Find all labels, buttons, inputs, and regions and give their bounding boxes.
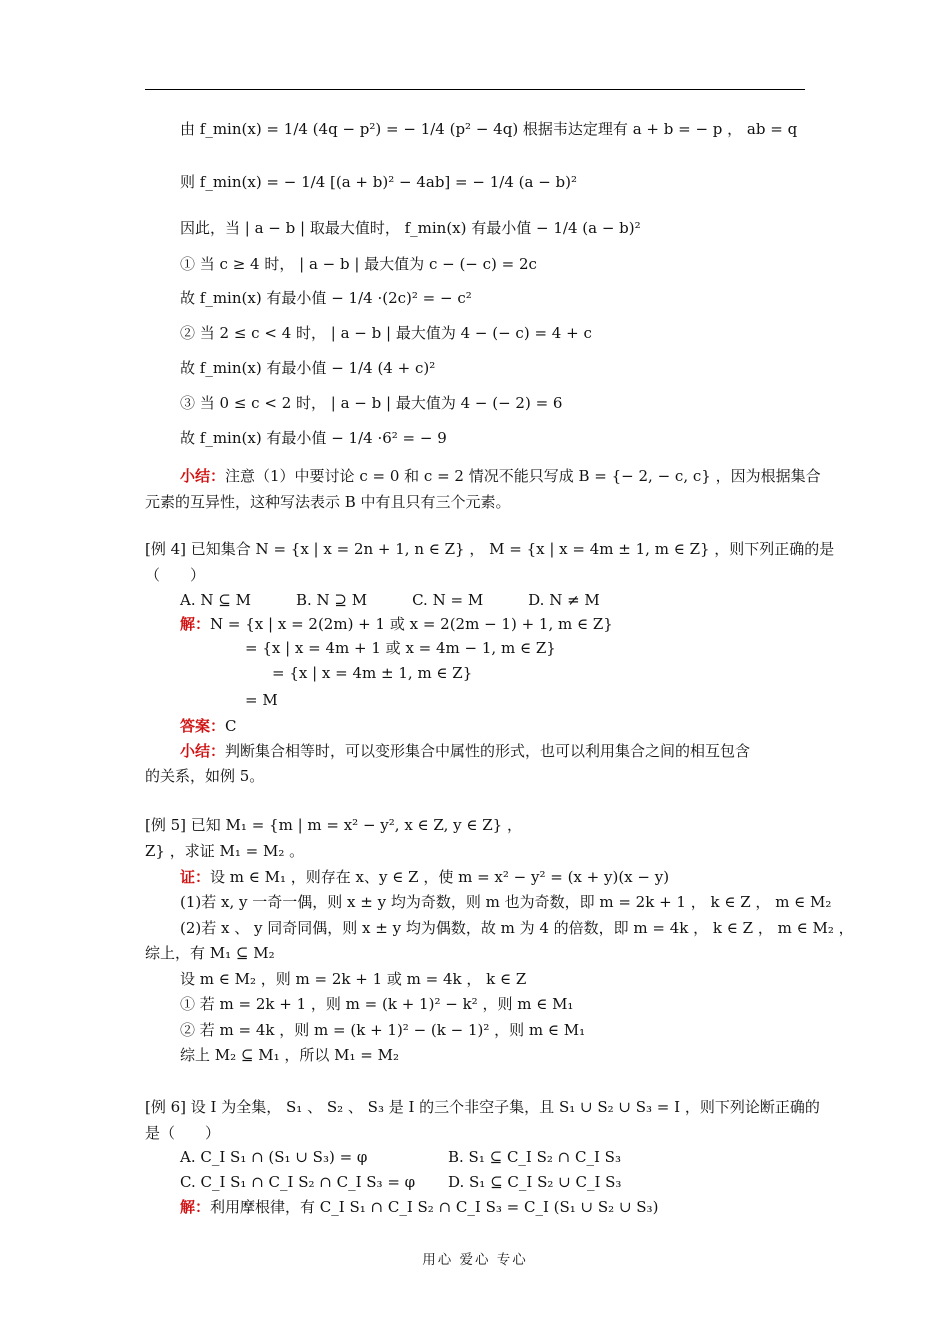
text-line (180, 993, 573, 1015)
line-text: = M (245, 691, 278, 709)
text-line (448, 1171, 621, 1193)
text-line (180, 891, 831, 913)
text-line (145, 814, 522, 836)
line-text: ② 当 2 ≤ c < 4 时， | a − b | 最大值为 4 − (− c) = 4 + c (180, 324, 592, 342)
text-line (145, 765, 264, 787)
line-text: N = {x | x = 2(2m) + 1 或 x = 2(2m − 1) + 1, m ∈ Z} (210, 615, 613, 633)
line-text: ① 当 c ≥ 4 时， | a − b | 最大值为 c − (− c) = 2c (180, 255, 537, 273)
highlight-label: 解： (180, 615, 211, 633)
line-text: 综上，有 M₁ ⊆ M₂ (145, 944, 275, 962)
line-text: （ ） (145, 566, 206, 584)
line-text: (2)若 x 、 y 同奇同偶，则 x ± y 均为偶数，故 m 为 4 的倍数，即 m = 4k ， k ∈ Z ， m ∈ M₂ ， (180, 919, 854, 937)
text-line (180, 287, 472, 309)
line-text: 的关系，如例 5。 (145, 767, 265, 785)
text-line (180, 613, 613, 635)
line-text: C. C_I S₁ ∩ C_I S₂ ∩ C_I S₃ = φ (180, 1173, 416, 1191)
line-text: 设 m ∈ M₁ ，则存在 x、y ∈ Z ，使 m = x² − y² = (x + y)(x − y) (210, 868, 670, 886)
text-line (180, 171, 577, 193)
line-text: = {x | x = 4m + 1 或 x = 4m − 1, m ∈ Z} (245, 639, 556, 657)
highlight-label: 解： (180, 1198, 211, 1216)
text-line (180, 1171, 415, 1193)
line-text: 综上 M₂ ⊆ M₁ ，所以 M₁ = M₂ (180, 1046, 400, 1064)
text-line (180, 253, 537, 275)
line-text: 因此，当 | a − b | 取最大值时， f_min(x) 有最小值 − 1/4 (a − b)² (180, 219, 641, 237)
text-line (180, 866, 669, 888)
line-text: A. N ⊆ M B. N ⊇ M C. N = M D. N ≠ M (180, 591, 600, 609)
line-text: C (225, 717, 237, 735)
text-line (180, 1146, 367, 1168)
line-text: ③ 当 0 ≤ c < 2 时， | a − b | 最大值为 4 − (− 2) = 6 (180, 394, 563, 412)
line-text: [例 6] 设 I 为全集， S₁ 、 S₂ 、 S₃ 是 I 的三个非空子集，且 S₁ ∪ S₂ ∪ S₃ = I ，则下列论断正确的 (145, 1098, 820, 1116)
text-line (180, 118, 797, 140)
text-line (180, 968, 526, 990)
text-line (180, 357, 435, 379)
text-line (180, 715, 237, 737)
text-line (245, 637, 556, 659)
text-line (180, 427, 447, 449)
line-text: [例 4] 已知集合 N = {x | x = 2n + 1, n ∈ Z} ， M = {x | x = 4m ± 1, m ∈ Z} ，则下列正确的是 (145, 540, 835, 558)
line-text: 设 m ∈ M₂ ，则 m = 2k + 1 或 m = 4k ， k ∈ Z (180, 970, 527, 988)
text-line (145, 564, 205, 586)
line-text: 判断集合相等时，可以变形集合中属性的形式，也可以利用集合之间的相互包含 (225, 742, 751, 760)
text-line (272, 662, 472, 684)
text-line (145, 1096, 820, 1118)
text-line (180, 392, 562, 414)
text-line (180, 589, 600, 611)
line-text: B. S₁ ⊆ C_I S₂ ∩ C_I S₃ (448, 1148, 621, 1166)
line-text: 注意（1）中要讨论 c = 0 和 c = 2 情况不能只写成 B = {− 2, − c, c} ，因为根据集合 (225, 467, 821, 485)
line-text: 故 f_min(x) 有最小值 − 1/4 ·(2c)² = − c² (180, 289, 472, 307)
highlight-label: 答案： (180, 717, 226, 735)
line-text: (1)若 x, y 一奇一偶，则 x ± y 均为奇数，则 m 也为奇数，即 m = 2k + 1 ， k ∈ Z ， m ∈ M₂ (180, 893, 832, 911)
text-line (145, 1122, 220, 1144)
text-line (180, 1196, 658, 1218)
line-text: 则 f_min(x) = − 1/4 [(a + b)² − 4ab] = − 1/4 (a − b)² (180, 173, 577, 191)
text-line (145, 491, 511, 513)
highlight-label: 小结： (180, 742, 226, 760)
text-line (180, 917, 854, 939)
line-text: [例 5] 已知 M₁ = {m | m = x² − y², x ∈ Z, y ∈ Z} ， (145, 816, 522, 834)
highlight-label: 证： (180, 868, 211, 886)
line-text: 是（ ） (145, 1124, 221, 1142)
text-line (180, 740, 750, 762)
page-footer: 用心 爱心 专心 (422, 1252, 528, 1268)
text-line (145, 942, 275, 964)
line-text: 元素的互异性，这种写法表示 B 中有且只有三个元素。 (145, 493, 511, 511)
text-line (448, 1146, 621, 1168)
text-line (180, 1044, 399, 1066)
header-rule (145, 89, 805, 90)
highlight-label: 小结： (180, 467, 226, 485)
text-line (180, 465, 821, 487)
line-text: D. S₁ ⊆ C_I S₂ ∪ C_I S₃ (448, 1173, 622, 1191)
line-text: 故 f_min(x) 有最小值 − 1/4 ·6² = − 9 (180, 429, 447, 447)
text-line (180, 322, 592, 344)
line-text: 故 f_min(x) 有最小值 − 1/4 (4 + c)² (180, 359, 436, 377)
text-line (180, 1019, 585, 1041)
line-text: ② 若 m = 4k ，则 m = (k + 1)² − (k − 1)² ，则 m ∈ M₁ (180, 1021, 586, 1039)
line-text: = {x | x = 4m ± 1, m ∈ Z} (272, 664, 473, 682)
line-text: ① 若 m = 2k + 1 ，则 m = (k + 1)² − k² ，则 m ∈ M₁ (180, 995, 574, 1013)
text-line (245, 689, 278, 711)
line-text: A. C_I S₁ ∩ (S₁ ∪ S₃) = φ (180, 1148, 368, 1166)
line-text: Z} ，求证 M₁ = M₂ 。 (145, 842, 305, 860)
line-text: 由 f_min(x) = 1/4 (4q − p²) = − 1/4 (p² − 4q) 根据韦达定理有 a + b = − p ， ab = q (180, 120, 798, 138)
line-text: 利用摩根律，有 C_I S₁ ∩ C_I S₂ ∩ C_I S₃ = C_I (S₁ ∪ S₂ ∪ S₃) (210, 1198, 659, 1216)
text-line (145, 538, 834, 560)
text-line (180, 217, 641, 239)
text-line (145, 840, 304, 862)
